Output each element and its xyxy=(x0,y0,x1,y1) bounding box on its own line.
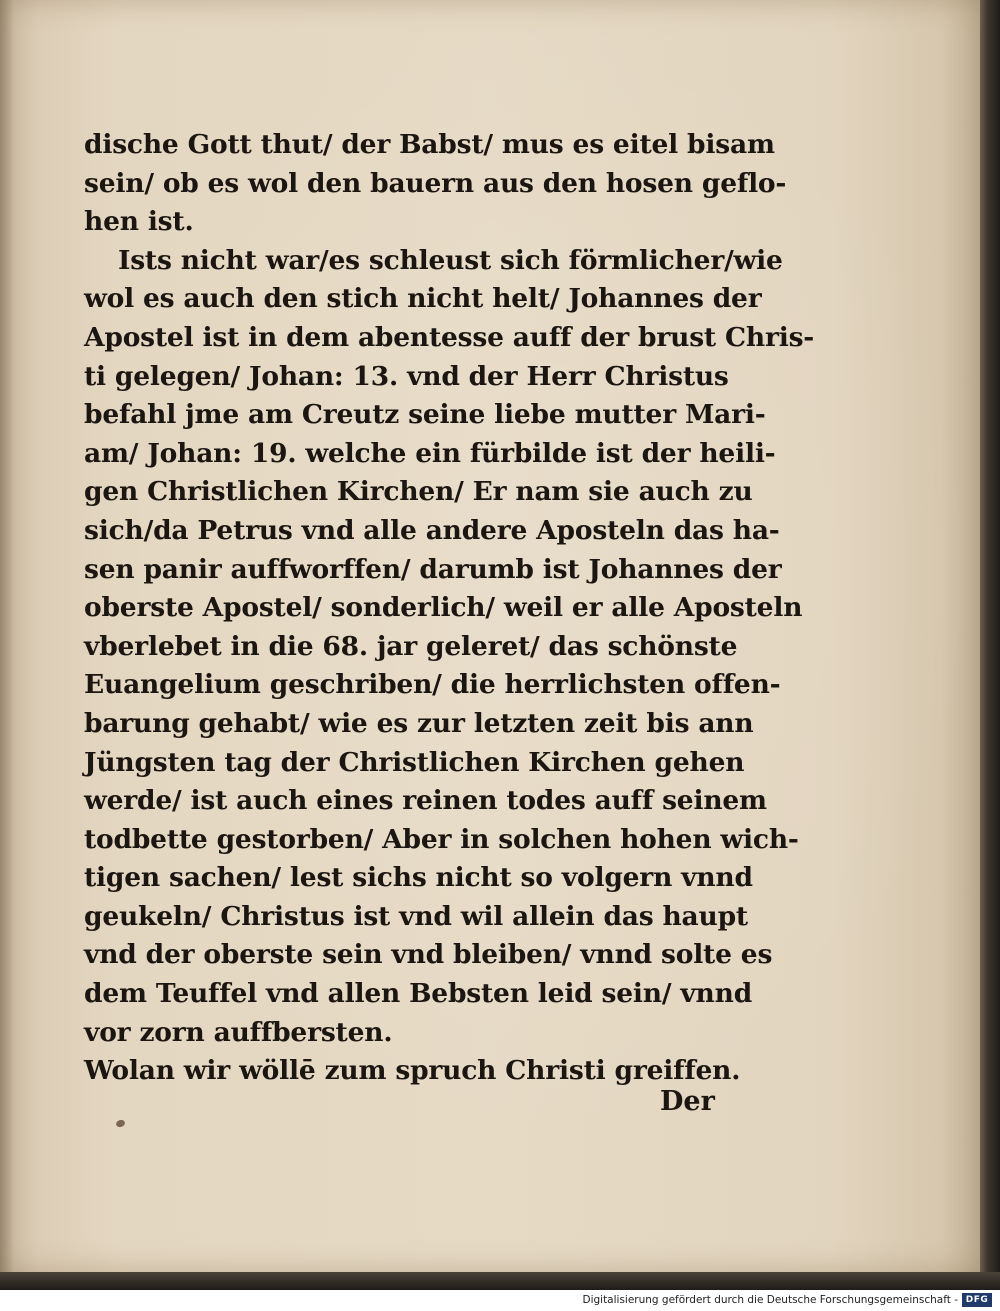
text-line: dische Gott thut/ der Babst/ mus es eitel bisam xyxy=(84,129,775,160)
text-line: wol es auch den stich nicht helt/ Johannes der xyxy=(84,283,762,315)
text-line: gen Christlichen Kirchen/ Er nam sie auch zu xyxy=(84,476,753,508)
dfg-logo: DFG xyxy=(962,1293,992,1307)
text-line: todbette gestorben/ Aber in solchen hohen wich- xyxy=(84,823,799,855)
text-line: barung gehabt/ wie es zur letzten zeit bis ann xyxy=(84,707,754,739)
text-line: tigen sachen/ lest sichs nicht so volgern vnnd xyxy=(84,862,753,894)
text-line: ti gelegen/ Johan: 13. vnd der Herr Christus xyxy=(84,360,729,392)
text-line: oberste Apostel/ sonderlich/ weil er alle Aposteln xyxy=(84,592,803,624)
page-edge-shadow xyxy=(980,0,1000,1272)
page-text xyxy=(84,126,815,1091)
text-line: sein/ ob es wol den bauern aus den hosen geflo- xyxy=(84,167,787,199)
text-line: Euangelium geschriben/ die herrlichsten offen- xyxy=(84,669,781,701)
text-line: werde/ ist auch eines reinen todes auff seinem xyxy=(84,785,767,817)
text-line: befahl jme am Creutz seine liebe mutter Mari- xyxy=(84,399,766,431)
text-line: vor zorn auffbersten. xyxy=(84,1016,393,1048)
text-line: sich/da Petrus vnd alle andere Aposteln das ha- xyxy=(84,514,780,546)
text-line: sen panir auffworffen/ darumb ist Johannes der xyxy=(84,553,782,585)
text-line: vnd der oberste sein vnd bleiben/ vnnd solte es xyxy=(84,939,773,971)
ink-spot xyxy=(115,1119,126,1129)
catchword: Der xyxy=(660,1086,715,1117)
text-line: hen ist. xyxy=(84,206,194,238)
text-line: geukeln/ Christus ist vnd wil allein das haupt xyxy=(84,900,748,932)
footer-bar xyxy=(0,1290,1000,1311)
binding-shadow xyxy=(0,0,14,1272)
text-line: dem Teuffel vnd allen Bebsten leid sein/ vnnd xyxy=(84,978,753,1010)
text-line: am/ Johan: 19. welche ein fürbilde ist der heili- xyxy=(84,437,776,469)
text-line: vberlebet in die 68. jar geleret/ das schönste xyxy=(84,630,738,662)
text-line: Apostel ist in dem abentesse auff der brust Chris- xyxy=(84,321,815,353)
page-bottom-shadow xyxy=(0,1272,1000,1290)
text-line: Jüngsten tag der Christlichen Kirchen gehen xyxy=(84,746,745,778)
text-line: Ists nicht war/es schleust sich förmlicher/wie xyxy=(118,244,783,276)
text-line: Wolan wir wöllē zum spruch Christi greiffen. xyxy=(84,1055,741,1087)
funding-credit: Digitalisierung gefördert durch die Deutsche Forschungsgemeinschaft - xyxy=(582,1294,958,1306)
